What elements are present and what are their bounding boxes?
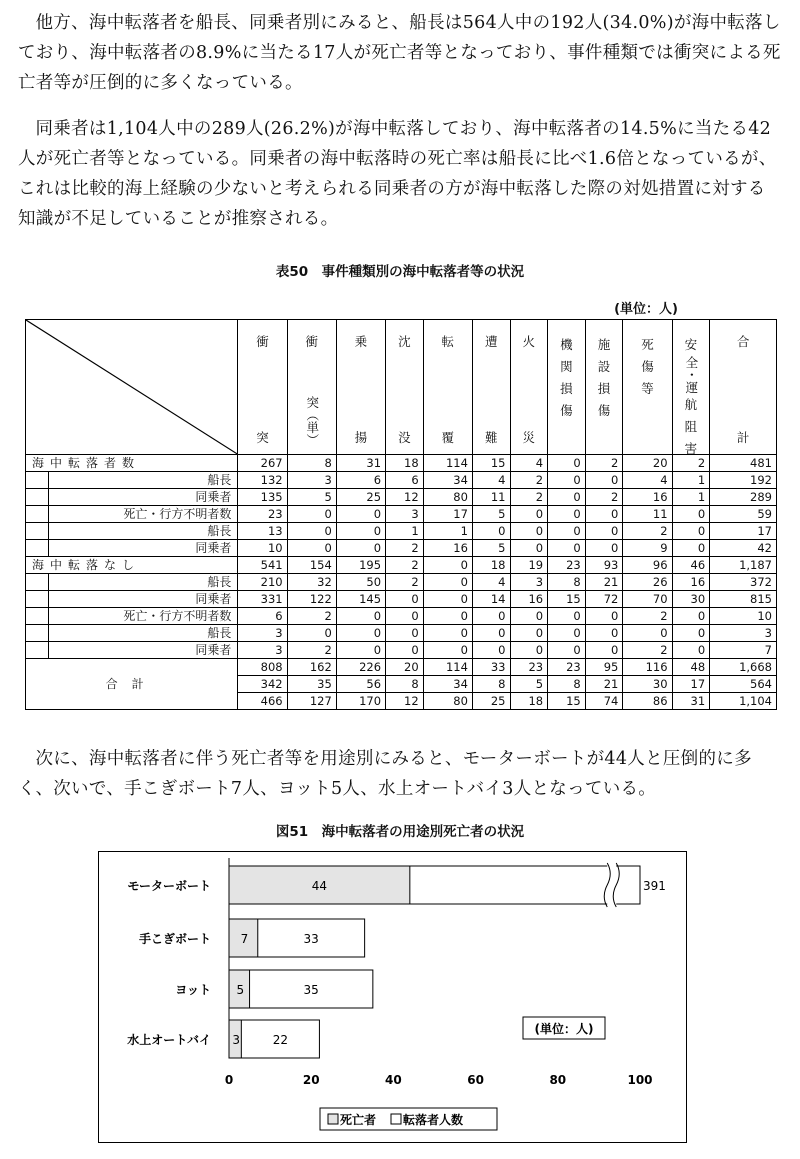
value-cell: 1 [423, 523, 472, 540]
legend-swatch-fallen [391, 1114, 401, 1124]
column-header-text: 難 [484, 430, 498, 445]
paragraph-1: 他方、海中転落者を船長、同乗者別にみると、船長は564人中の192人(34.0%)が海中転落しており、海中転落者の8.9%に当たる17人が死亡者等となっており、事件種類では衝突による死亡者等が圧倒的に多くなっている。 [18, 13, 781, 93]
value-cell: 145 [336, 591, 385, 608]
column-header [238, 320, 287, 455]
indent-cell [26, 523, 49, 540]
table-caption: 表50 事件種類別の海中転落者等の状況 [275, 264, 525, 280]
column-header-text: 損 [560, 381, 573, 396]
column-header [623, 320, 672, 455]
value-cell: 25 [336, 489, 385, 506]
column-header-text: 安 [684, 337, 698, 352]
unit-label: (単位：人) [534, 1022, 594, 1036]
total-value-cell: 170 [336, 693, 385, 710]
value-cell: 0 [585, 506, 623, 523]
total-value-cell: 17 [672, 676, 710, 693]
total-value-cell: 127 [287, 693, 336, 710]
value-cell: 19 [510, 557, 548, 574]
table-body [26, 455, 777, 710]
indent-cell [26, 608, 49, 625]
value-cell: 0 [672, 540, 710, 557]
value-cell: 3 [710, 625, 777, 642]
value-cell: 23 [238, 506, 287, 523]
total-value-cell: 95 [585, 659, 623, 676]
death-value-label: 3 [232, 1033, 240, 1047]
value-cell: 18 [386, 455, 424, 472]
value-cell: 0 [585, 608, 623, 625]
column-header-text: 合 [736, 334, 750, 349]
total-value-cell: 226 [336, 659, 385, 676]
value-cell: 0 [548, 489, 586, 506]
value-cell: 3 [238, 625, 287, 642]
value-cell: 17 [710, 523, 777, 540]
value-cell: 0 [510, 642, 548, 659]
death-value-label: 7 [240, 932, 249, 946]
row-label: 船長 [49, 472, 238, 489]
row-label: 同乗者 [49, 540, 238, 557]
value-cell: 0 [548, 642, 586, 659]
total-value-cell: 8 [472, 676, 510, 693]
table-row [26, 472, 777, 489]
value-cell: 0 [472, 608, 510, 625]
column-header-text: 衝 [305, 334, 318, 349]
column-header-text: 航 [684, 396, 698, 412]
value-cell: 6 [386, 472, 424, 489]
table-unit: (単位：人) [614, 302, 678, 317]
total-value-cell: 8 [548, 676, 586, 693]
value-cell: 1,187 [710, 557, 777, 574]
value-cell: 1 [672, 489, 710, 506]
value-cell: 0 [672, 608, 710, 625]
value-cell: 0 [585, 523, 623, 540]
column-header-text: 没 [398, 430, 411, 445]
value-cell: 0 [510, 523, 548, 540]
value-cell: 2 [287, 642, 336, 659]
value-cell: 2 [287, 608, 336, 625]
row-label: 死亡・行方不明者数 [49, 506, 238, 523]
value-cell: 3 [238, 642, 287, 659]
value-cell: 195 [336, 557, 385, 574]
x-tick-label: 100 [627, 1073, 653, 1087]
value-cell: 0 [336, 608, 385, 625]
column-header-text: 機 [560, 337, 573, 352]
value-cell: 0 [423, 574, 472, 591]
value-cell: 192 [710, 472, 777, 489]
indent-cell [26, 506, 49, 523]
indent-cell [26, 591, 49, 608]
value-cell: 135 [238, 489, 287, 506]
total-value-cell: 48 [672, 659, 710, 676]
fallen-value-label: 33 [303, 932, 319, 946]
table-row [26, 591, 777, 608]
value-cell: 210 [238, 574, 287, 591]
x-tick-label: 80 [549, 1073, 567, 1087]
indent-cell [26, 625, 49, 642]
indent-cell [26, 574, 49, 591]
column-header-text: 傷 [560, 403, 573, 418]
value-cell: 114 [423, 455, 472, 472]
value-cell: 4 [472, 472, 510, 489]
chart-frame [98, 851, 687, 1143]
total-value-cell: 23 [548, 659, 586, 676]
chart-title: 図51 海中転落者の用途別死亡者の状況 [275, 824, 525, 840]
value-cell: 0 [548, 455, 586, 472]
value-cell: 481 [710, 455, 777, 472]
value-cell: 5 [472, 506, 510, 523]
total-value-cell: 80 [423, 693, 472, 710]
value-cell: 96 [623, 557, 672, 574]
total-value-cell: 21 [585, 676, 623, 693]
value-cell: 2 [386, 557, 424, 574]
value-cell: 0 [386, 642, 424, 659]
table-row [26, 608, 777, 625]
table-row [26, 557, 777, 574]
value-cell: 0 [548, 506, 586, 523]
value-cell: 16 [423, 540, 472, 557]
value-cell: 93 [585, 557, 623, 574]
value-cell: 9 [623, 540, 672, 557]
row-label: 船長 [49, 625, 238, 642]
column-header [336, 320, 385, 455]
column-header-text: 死 [641, 337, 654, 352]
column-header [287, 320, 336, 455]
death-value-label: 5 [236, 983, 245, 997]
total-value-cell: 35 [287, 676, 336, 693]
total-value-cell: 31 [672, 693, 710, 710]
value-cell: 0 [510, 506, 548, 523]
total-value-cell: 25 [472, 693, 510, 710]
value-cell: 59 [710, 506, 777, 523]
incident-table [25, 319, 777, 710]
value-cell: 372 [710, 574, 777, 591]
column-header [672, 320, 710, 455]
row-label: 同乗者 [49, 591, 238, 608]
category-label: 水上オートバイ [127, 1033, 211, 1047]
fallen-value-label: 391 [643, 879, 666, 893]
value-cell: 16 [510, 591, 548, 608]
total-value-cell: 5 [510, 676, 548, 693]
indent-cell [26, 489, 49, 506]
paragraph-3: 次に、海中転落者に伴う死亡者等を用途別にみると、モーターボートが44人と圧倒的に多く、次いで、手こぎボート7人、ヨット5人、水上オートバイ3人となっている。 [18, 749, 752, 799]
total-value-cell: 33 [472, 659, 510, 676]
total-value-cell: 30 [623, 676, 672, 693]
value-cell: 0 [472, 523, 510, 540]
value-cell: 0 [623, 625, 672, 642]
total-value-cell: 342 [238, 676, 287, 693]
value-cell: 267 [238, 455, 287, 472]
row-label: 同乗者 [49, 489, 238, 506]
value-cell: 0 [423, 591, 472, 608]
value-cell: 10 [710, 608, 777, 625]
value-cell: 3 [510, 574, 548, 591]
column-header-text: 傷 [597, 403, 611, 418]
value-cell: 11 [623, 506, 672, 523]
value-cell: 15 [548, 591, 586, 608]
value-cell: 2 [510, 489, 548, 506]
value-cell: 8 [548, 574, 586, 591]
value-cell: 0 [472, 642, 510, 659]
column-header-text: 全・運 [683, 356, 699, 394]
value-cell: 7 [710, 642, 777, 659]
value-cell: 13 [238, 523, 287, 540]
value-cell: 122 [287, 591, 336, 608]
value-cell: 2 [386, 574, 424, 591]
value-cell: 17 [423, 506, 472, 523]
total-value-cell: 18 [510, 693, 548, 710]
value-cell: 3 [386, 506, 424, 523]
value-cell: 1 [672, 472, 710, 489]
value-cell: 2 [585, 455, 623, 472]
column-header-text: 関 [560, 359, 573, 374]
column-header-text: 覆 [441, 430, 455, 445]
value-cell: 0 [336, 540, 385, 557]
column-header-text: 突（単） [304, 396, 320, 446]
value-cell: 16 [672, 574, 710, 591]
column-header-text: 等 [641, 381, 654, 396]
row-label: 船長 [49, 523, 238, 540]
value-cell: 0 [585, 625, 623, 642]
legend-label-fallen: 転落者人数 [403, 1113, 464, 1127]
value-cell: 289 [710, 489, 777, 506]
column-header-text: 乗 [354, 334, 368, 349]
value-cell: 0 [672, 642, 710, 659]
total-value-cell: 466 [238, 693, 287, 710]
column-header-text: 設 [597, 359, 611, 374]
column-header-text: 損 [597, 381, 611, 396]
value-cell: 132 [238, 472, 287, 489]
value-cell: 0 [336, 506, 385, 523]
value-cell: 30 [672, 591, 710, 608]
value-cell: 21 [585, 574, 623, 591]
total-value-cell: 1,104 [710, 693, 777, 710]
category-label: 手こぎボート [138, 932, 211, 946]
total-value-cell: 1,668 [710, 659, 777, 676]
value-cell: 10 [238, 540, 287, 557]
value-cell: 2 [623, 642, 672, 659]
value-cell: 80 [423, 489, 472, 506]
table-row [26, 523, 777, 540]
value-cell: 31 [336, 455, 385, 472]
table-row [26, 455, 777, 472]
value-cell: 46 [672, 557, 710, 574]
row-label: 海中転落者数 [26, 455, 238, 472]
indent-cell [26, 642, 49, 659]
legend-swatch-death [328, 1114, 338, 1124]
diagonal-header-cell [26, 320, 238, 455]
total-value-cell: 116 [623, 659, 672, 676]
value-cell: 0 [585, 540, 623, 557]
value-cell: 0 [386, 591, 424, 608]
value-cell: 2 [672, 455, 710, 472]
column-header [510, 320, 548, 455]
value-cell: 0 [287, 540, 336, 557]
value-cell: 541 [238, 557, 287, 574]
total-value-cell: 12 [386, 693, 424, 710]
value-cell: 0 [423, 642, 472, 659]
table-row [26, 489, 777, 506]
value-cell: 6 [238, 608, 287, 625]
value-cell: 50 [336, 574, 385, 591]
value-cell: 34 [423, 472, 472, 489]
paragraph-2: 同乗者は1,104人中の289人(26.2%)が海中転落しており、海中転落者の14.5%に当たる42人が死亡者等となっている。同乗者の海中転落時の死亡率は船長に比べ1.6倍となっているが、これは比較的海上経験の少ないと考えられる同乗者の方が海中転落した際の対処措置に対する知識が不足していることが推察される。 [18, 119, 777, 229]
table-header-row [26, 320, 777, 455]
fallen-value-label: 22 [272, 1033, 289, 1047]
value-cell: 0 [672, 523, 710, 540]
value-cell: 32 [287, 574, 336, 591]
value-cell: 0 [585, 642, 623, 659]
value-cell: 3 [287, 472, 336, 489]
value-cell: 42 [710, 540, 777, 557]
value-cell: 0 [548, 625, 586, 642]
value-cell: 4 [510, 455, 548, 472]
column-header [710, 320, 777, 455]
value-cell: 0 [548, 608, 586, 625]
value-cell: 16 [623, 489, 672, 506]
total-value-cell: 15 [548, 693, 586, 710]
value-cell: 4 [623, 472, 672, 489]
value-cell: 20 [623, 455, 672, 472]
total-value-cell: 34 [423, 676, 472, 693]
value-cell: 2 [623, 523, 672, 540]
value-cell: 0 [548, 523, 586, 540]
column-header-text: 衝 [256, 334, 269, 349]
row-label: 船長 [49, 574, 238, 591]
value-cell: 0 [510, 540, 548, 557]
value-cell: 14 [472, 591, 510, 608]
value-cell: 331 [238, 591, 287, 608]
category-label: ヨット [175, 983, 211, 997]
value-cell: 11 [472, 489, 510, 506]
column-header-text: 計 [736, 430, 750, 445]
value-cell: 0 [585, 472, 623, 489]
value-cell: 0 [548, 472, 586, 489]
column-header-text: 揚 [354, 430, 368, 445]
total-value-cell: 564 [710, 676, 777, 693]
value-cell: 0 [287, 506, 336, 523]
axis-break-gap [607, 863, 616, 907]
total-value-cell: 74 [585, 693, 623, 710]
column-header-text: 災 [522, 430, 536, 445]
value-cell: 0 [423, 557, 472, 574]
usage-death-chart [99, 852, 686, 1142]
category-label: モーターボート [127, 879, 211, 893]
value-cell: 0 [423, 608, 472, 625]
total-value-cell: 23 [510, 659, 548, 676]
value-cell: 0 [423, 625, 472, 642]
value-cell: 70 [623, 591, 672, 608]
value-cell: 18 [472, 557, 510, 574]
value-cell: 12 [386, 489, 424, 506]
total-value-cell: 56 [336, 676, 385, 693]
value-cell: 0 [472, 625, 510, 642]
value-cell: 154 [287, 557, 336, 574]
value-cell: 23 [548, 557, 586, 574]
total-value-cell: 808 [238, 659, 287, 676]
value-cell: 815 [710, 591, 777, 608]
x-tick-label: 60 [467, 1073, 484, 1087]
column-header-text: 遭 [484, 334, 498, 349]
row-label: 死亡・行方不明者数 [49, 608, 238, 625]
column-header [548, 320, 586, 455]
value-cell: 0 [386, 608, 424, 625]
total-value-cell: 8 [386, 676, 424, 693]
table-row [26, 506, 777, 523]
value-cell: 0 [672, 625, 710, 642]
value-cell: 0 [672, 506, 710, 523]
total-value-cell: 86 [623, 693, 672, 710]
value-cell: 2 [386, 540, 424, 557]
value-cell: 8 [287, 455, 336, 472]
value-cell: 0 [548, 540, 586, 557]
indent-cell [26, 540, 49, 557]
indent-cell [26, 472, 49, 489]
column-header [386, 320, 424, 455]
value-cell: 4 [472, 574, 510, 591]
value-cell: 0 [336, 625, 385, 642]
total-row [26, 659, 777, 676]
value-cell: 72 [585, 591, 623, 608]
column-header-text: 突 [256, 430, 269, 445]
total-value-cell: 20 [386, 659, 424, 676]
total-value-cell: 114 [423, 659, 472, 676]
value-cell: 26 [623, 574, 672, 591]
column-header [585, 320, 623, 455]
column-header-text: 沈 [398, 334, 411, 349]
table-row [26, 540, 777, 557]
column-header-text: 傷 [641, 359, 654, 374]
value-cell: 15 [472, 455, 510, 472]
value-cell: 0 [386, 625, 424, 642]
table-row [26, 574, 777, 591]
column-header-text: 火 [522, 334, 536, 349]
value-cell: 0 [510, 608, 548, 625]
death-value-label: 44 [311, 879, 328, 893]
value-cell: 5 [287, 489, 336, 506]
row-label: 海中転落なし [26, 557, 238, 574]
value-cell: 0 [287, 625, 336, 642]
table-row [26, 625, 777, 642]
value-cell: 6 [336, 472, 385, 489]
column-header [472, 320, 510, 455]
value-cell: 5 [472, 540, 510, 557]
value-cell: 0 [336, 523, 385, 540]
column-header [423, 320, 472, 455]
value-cell: 0 [510, 625, 548, 642]
column-header-text: 害 [684, 440, 698, 456]
table-row [26, 642, 777, 659]
column-header-text: 阻 [684, 418, 698, 434]
row-label: 同乗者 [49, 642, 238, 659]
value-cell: 2 [510, 472, 548, 489]
total-label: 合計 [26, 659, 238, 710]
value-cell: 0 [336, 642, 385, 659]
diagonal-line [26, 320, 237, 454]
x-tick-label: 0 [224, 1073, 234, 1087]
fallen-value-label: 35 [303, 983, 319, 997]
value-cell: 2 [623, 608, 672, 625]
total-value-cell: 162 [287, 659, 336, 676]
fallen-bar [229, 970, 373, 1008]
value-cell: 2 [585, 489, 623, 506]
x-tick-label: 20 [302, 1073, 320, 1087]
x-tick-label: 40 [385, 1073, 402, 1087]
value-cell: 1 [386, 523, 424, 540]
column-header-text: 転 [441, 334, 455, 349]
value-cell: 0 [287, 523, 336, 540]
column-header-text: 施 [597, 337, 611, 352]
legend-label-death: 死亡者 [340, 1113, 377, 1127]
